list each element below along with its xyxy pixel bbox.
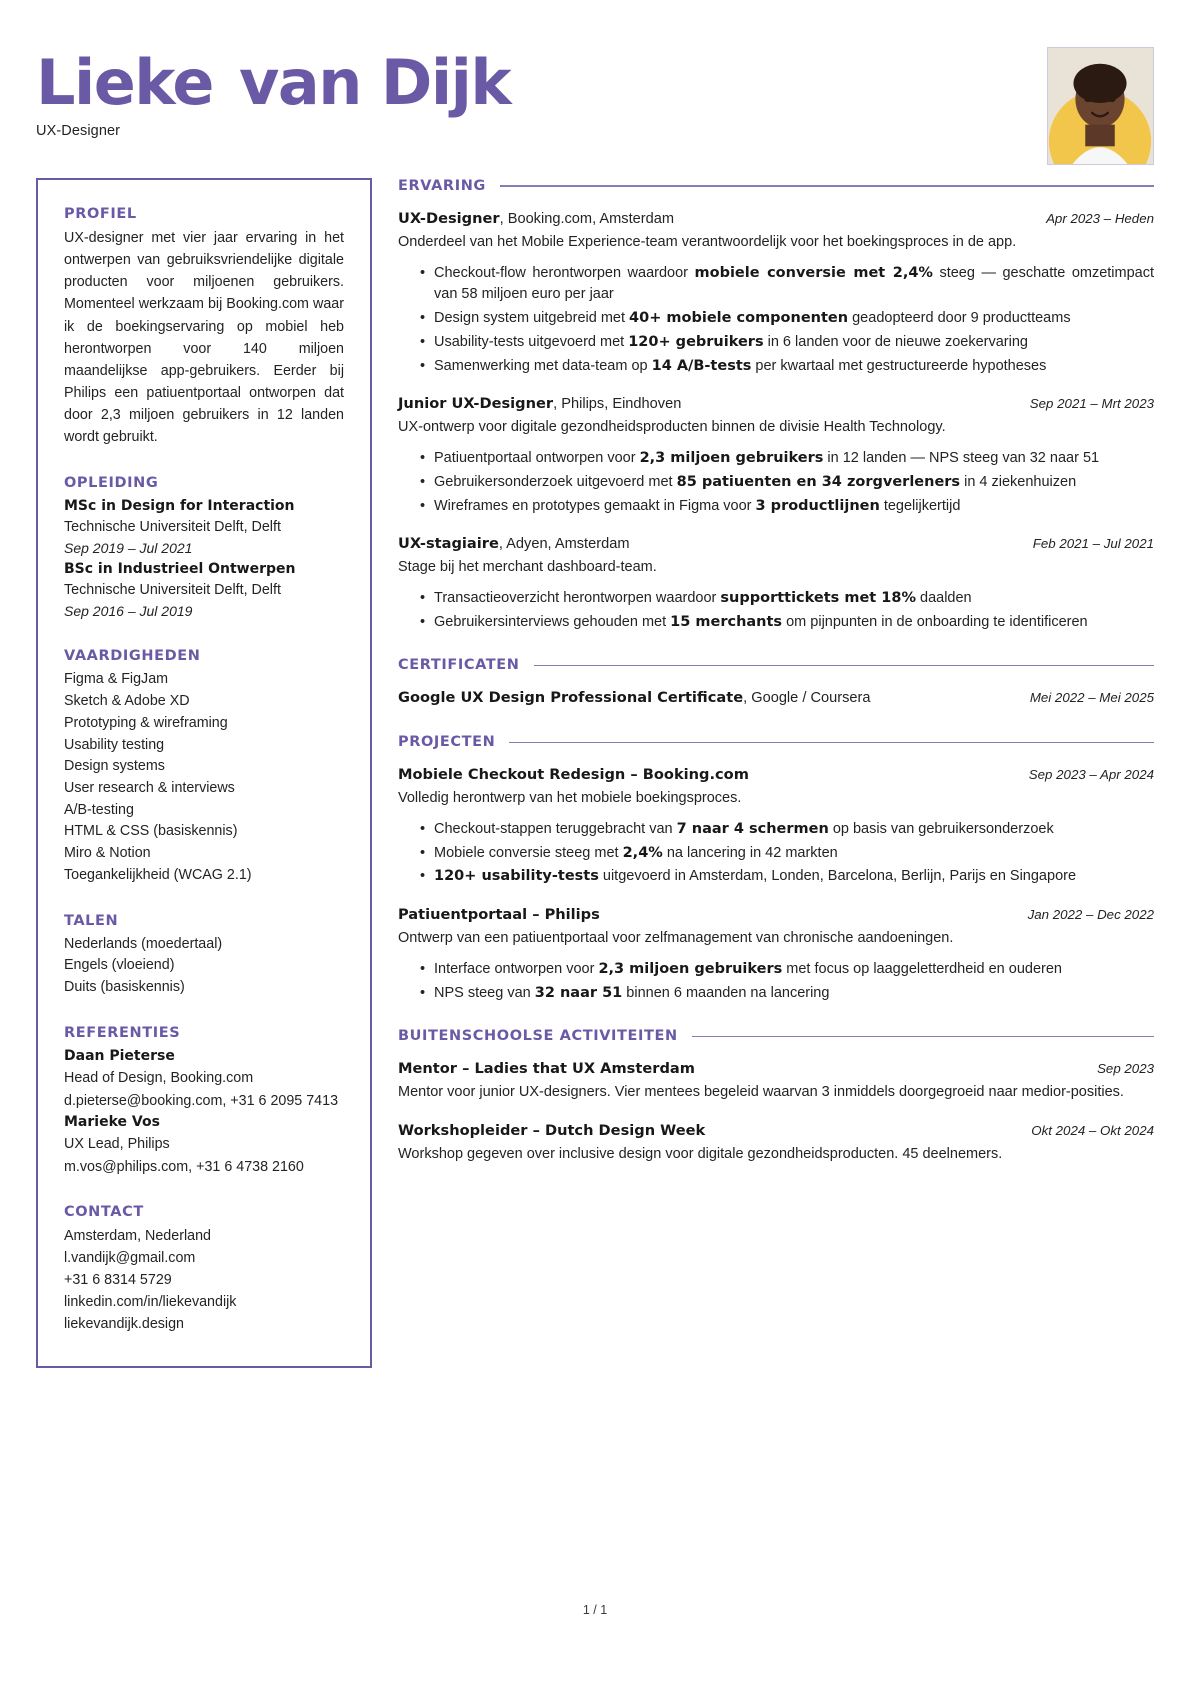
entry-bullets xyxy=(398,588,1154,634)
languages-list xyxy=(64,934,344,999)
sidebar-section-education xyxy=(64,475,344,623)
main-column xyxy=(398,178,1154,1190)
sidebar-section-skills xyxy=(64,648,344,886)
contact-linkedin[interactable]: linkedin.com/in/liekevandijk xyxy=(64,1294,237,1311)
entry-description: UX-ontwerp voor digitale gezondheidsproducten binnen de divisie Health Technology. xyxy=(398,419,946,436)
entry-date: Apr 2023 – Heden xyxy=(1046,211,1154,226)
entry-role: Mentor – Ladies that UX Amsterdam xyxy=(398,1060,695,1078)
entry-role: Patiuentportaal – Philips xyxy=(398,906,600,924)
entry-role: Mobiele Checkout Redesign – Booking.com xyxy=(398,766,749,784)
avatar-photo-icon xyxy=(1048,48,1153,164)
section-header-certificates xyxy=(398,657,1154,673)
list-item: Design systems xyxy=(64,758,165,775)
resume-body xyxy=(0,178,1190,1368)
education-date: Sep 2016 – Jul 2019 xyxy=(64,603,193,620)
entry-date: Sep 2021 – Mrt 2023 xyxy=(1029,396,1154,412)
sidebar-box xyxy=(36,178,372,1368)
reference-item xyxy=(64,1046,344,1112)
list-item: Figma & FigJam xyxy=(64,671,169,688)
list-item: • 120+ usability-tests uitgevoerd in Amsterdam, Londen, Barcelona, Berlijn, Parijs en Singapore xyxy=(420,866,1154,888)
entry-header xyxy=(398,1120,1154,1143)
entry-date: Okt 2024 – Okt 2024 xyxy=(1031,1122,1154,1138)
sidebar-section-references xyxy=(64,1025,344,1178)
sidebar-heading-profile: PROFIEL xyxy=(64,206,137,222)
list-item: • Mobiele conversie steeg met 2,4% na lancering in 42 markten xyxy=(420,843,1154,865)
sidebar-column xyxy=(36,178,372,1368)
contact-phone[interactable]: +31 6 8314 5729 xyxy=(64,1272,172,1289)
section-divider xyxy=(534,665,1154,667)
section-title: CERTIFICATEN xyxy=(398,657,520,674)
section-projects xyxy=(398,734,1154,1004)
project-entry xyxy=(398,904,1154,1004)
entry-role: Junior UX-Designer xyxy=(398,395,554,413)
profile-text: UX-designer met vier jaar ervaring in het ontwerpen van gebruiksvriendelijke digitale producten voor miljoenen gebruikers. Momenteel werkzaam bij Booking.com waar ik de boekingservaring op mobiel heb herontworpen voor 140 miljoen maandelijkse app-gebruikers. Eerder bij Philips een patiuentportaal ontworpen dat door 2,3 miljoen gebruikers in 12 landen wordt gebruikt. xyxy=(64,230,344,446)
section-header-extracurricular xyxy=(398,1028,1154,1044)
entry-role: Workshopleider – Dutch Design Week xyxy=(398,1121,706,1139)
list-item: • Usability-tests uitgevoerd met 120+ gebruikers in 6 landen voor de nieuwe zoekervaring xyxy=(420,332,1154,354)
entry-title xyxy=(398,208,674,231)
entry-title xyxy=(398,687,870,710)
entry-description: Onderdeel van het Mobile Experience-team verantwoordelijk voor het boekingsproces in de app. xyxy=(398,233,1017,250)
experience-entry xyxy=(398,208,1154,377)
entry-description: Ontwerp van een patiuentportaal voor zelfmanagement van chronische aandoeningen. xyxy=(398,930,954,947)
section-title: PROJECTEN xyxy=(398,734,496,751)
entry-header xyxy=(398,533,1154,556)
list-item: • Wireframes en prototypes gemaakt in Figma voor 3 productlijnen tegelijkertijd xyxy=(420,496,1154,518)
section-certificates xyxy=(398,657,1154,710)
experience-entry xyxy=(398,533,1154,633)
section-extracurricular xyxy=(398,1028,1154,1165)
entry-header xyxy=(398,393,1154,416)
list-item: A/B-testing xyxy=(64,801,134,818)
education-item xyxy=(64,496,344,559)
list-item: • Checkout-stappen teruggebracht van 7 naar 4 schermen op basis van gebruikersonderzoek xyxy=(420,819,1154,841)
list-item: • Gebruikersonderzoek uitgevoerd met 85 patiuenten en 34 zorgverleners in 4 ziekenhuizen xyxy=(420,472,1154,494)
experience-entry xyxy=(398,393,1154,517)
section-header-experience xyxy=(398,178,1154,194)
first-name: Lieke xyxy=(36,46,213,119)
list-item: Engels (vloeiend) xyxy=(64,957,175,974)
entry-description: Stage bij het merchant dashboard-team. xyxy=(398,559,657,576)
entry-description: Mentor voor junior UX-designers. Vier mentees begeleid waarvan 3 inmiddels doorgegroeid naar medior-posities. xyxy=(398,1084,1124,1101)
entry-date: Sep 2023 xyxy=(1097,1061,1154,1077)
list-item: • Interface ontworpen voor 2,3 miljoen gebruikers met focus op laaggeletterdheid en ouderen xyxy=(420,959,1154,981)
list-item: • Checkout-flow herontworpen waardoor mobiele conversie met 2,4% steeg — geschatte omzetimpact van 58 miljoen euro per jaar xyxy=(420,263,1154,307)
avatar xyxy=(1047,47,1154,165)
entry-title xyxy=(398,533,629,556)
contact-email[interactable]: l.vandijk@gmail.com xyxy=(64,1249,196,1266)
list-item: Sketch & Adobe XD xyxy=(64,693,190,710)
entry-description: Workshop gegeven over inclusive design voor digitale gezondheidsproducten. 45 deelnemers. xyxy=(398,1145,1003,1162)
sidebar-section-languages xyxy=(64,913,344,999)
entry-title xyxy=(398,1058,695,1081)
education-list xyxy=(64,496,344,623)
education-item xyxy=(64,559,344,622)
list-item: • Patiuentportaal ontworpen voor 2,3 miljoen gebruikers in 12 landen — NPS steeg van 32 naar 51 xyxy=(420,448,1154,470)
entry-company: , Philips, Eindhoven xyxy=(553,396,682,413)
list-item: Prototyping & wireframing xyxy=(64,714,228,731)
entry-company: , Booking.com, Amsterdam xyxy=(499,211,674,227)
education-degree: MSc in Design for Interaction xyxy=(64,497,295,514)
entry-header xyxy=(398,687,1154,710)
section-divider xyxy=(509,742,1154,744)
sidebar-heading-skills: VAARDIGHEDEN xyxy=(64,648,201,665)
entry-bullets xyxy=(398,819,1154,888)
sidebar-heading-languages: TALEN xyxy=(64,912,119,929)
entry-header xyxy=(398,764,1154,787)
entry-role: UX-stagiaire xyxy=(398,535,499,553)
entry-bullets xyxy=(398,959,1154,1005)
certificate-entry xyxy=(398,687,1154,710)
list-item: • Samenwerking met data-team op 14 A/B-tests per kwartaal met gestructureerde hypotheses xyxy=(420,356,1154,378)
page-indicator: 1 / 1 xyxy=(582,1603,608,1617)
entry-header xyxy=(398,208,1154,231)
list-item: Duits (basiskennis) xyxy=(64,979,185,996)
section-experience xyxy=(398,178,1154,633)
education-degree: BSc in Industrieel Ontwerpen xyxy=(64,561,296,577)
section-header-projects xyxy=(398,734,1154,750)
entry-title xyxy=(398,764,749,787)
contact-website[interactable]: liekevandijk.design xyxy=(64,1316,185,1333)
sidebar-heading-references: REFERENTIES xyxy=(64,1024,181,1041)
entry-date: Jan 2022 – Dec 2022 xyxy=(1027,907,1154,923)
reference-contact: d.pieterse@booking.com, +31 6 2095 7413 xyxy=(64,1092,339,1109)
entry-title xyxy=(398,904,600,927)
entry-title xyxy=(398,1120,705,1143)
entry-role: UX-Designer xyxy=(398,210,500,227)
entry-header xyxy=(398,1058,1154,1081)
section-divider xyxy=(500,185,1154,187)
entry-title xyxy=(398,393,681,416)
entry-bullets xyxy=(398,263,1154,378)
list-item: Usability testing xyxy=(64,736,165,753)
project-entry xyxy=(398,764,1154,888)
activity-entry xyxy=(398,1058,1154,1104)
education-institution: Technische Universiteit Delft, Delft xyxy=(64,518,281,535)
entry-header xyxy=(398,904,1154,927)
reference-role: UX Lead, Philips xyxy=(64,1136,170,1153)
entry-company: , Adyen, Amsterdam xyxy=(498,536,630,553)
reference-role: Head of Design, Booking.com xyxy=(64,1070,254,1087)
activity-entry xyxy=(398,1120,1154,1166)
entry-company: , Google / Coursera xyxy=(743,690,871,707)
list-item: Toegankelijkheid (WCAG 2.1) xyxy=(64,866,252,883)
entry-date: Sep 2023 – Apr 2024 xyxy=(1028,767,1154,783)
list-item: • Design system uitgebreid met 40+ mobiele componenten geadopteerd door 9 productteams xyxy=(420,308,1154,330)
reference-name: Marieke Vos xyxy=(64,1113,160,1130)
list-item: • Transactieoverzicht herontworpen waardoor supporttickets met 18% daalden xyxy=(420,588,1154,610)
section-title: ERVARING xyxy=(398,178,486,194)
sidebar-heading-contact: CONTACT xyxy=(64,1203,144,1220)
entry-bullets xyxy=(398,448,1154,517)
list-item: • Gebruikersinterviews gehouden met 15 merchants om pijnpunten in de onboarding te identificeren xyxy=(420,612,1154,634)
skills-list xyxy=(64,669,344,886)
education-institution: Technische Universiteit Delft, Delft xyxy=(64,582,281,598)
section-title: BUITENSCHOOLSE ACTIVITEITEN xyxy=(398,1028,678,1045)
entry-date: Mei 2022 – Mei 2025 xyxy=(1029,690,1154,706)
list-item: Nederlands (moedertaal) xyxy=(64,935,223,952)
list-item: User research & interviews xyxy=(64,780,235,797)
entry-role: Google UX Design Professional Certificate xyxy=(398,689,744,707)
reference-contact: m.vos@philips.com, +31 6 4738 2160 xyxy=(64,1158,304,1175)
entry-date: Feb 2021 – Jul 2021 xyxy=(1032,536,1154,552)
resume-header xyxy=(0,0,1190,178)
sidebar-section-contact xyxy=(64,1204,344,1336)
job-title: UX-Designer xyxy=(36,123,121,140)
full-name xyxy=(36,46,1154,119)
list-item: • NPS steeg van 32 naar 51 binnen 6 maanden na lancering xyxy=(420,983,1154,1005)
list-item: Miro & Notion xyxy=(64,845,151,862)
reference-item xyxy=(64,1112,344,1178)
list-item: HTML & CSS (basiskennis) xyxy=(64,823,238,840)
entry-description: Volledig herontwerp van het mobiele boekingsproces. xyxy=(398,790,742,807)
reference-name: Daan Pieterse xyxy=(64,1047,175,1064)
sidebar-heading-education: OPLEIDING xyxy=(64,474,159,491)
education-date: Sep 2019 – Jul 2021 xyxy=(64,540,193,556)
contact-location: Amsterdam, Nederland xyxy=(64,1227,212,1244)
section-divider xyxy=(692,1036,1154,1038)
sidebar-section-profile xyxy=(64,206,344,449)
last-name: van Dijk xyxy=(238,46,511,119)
